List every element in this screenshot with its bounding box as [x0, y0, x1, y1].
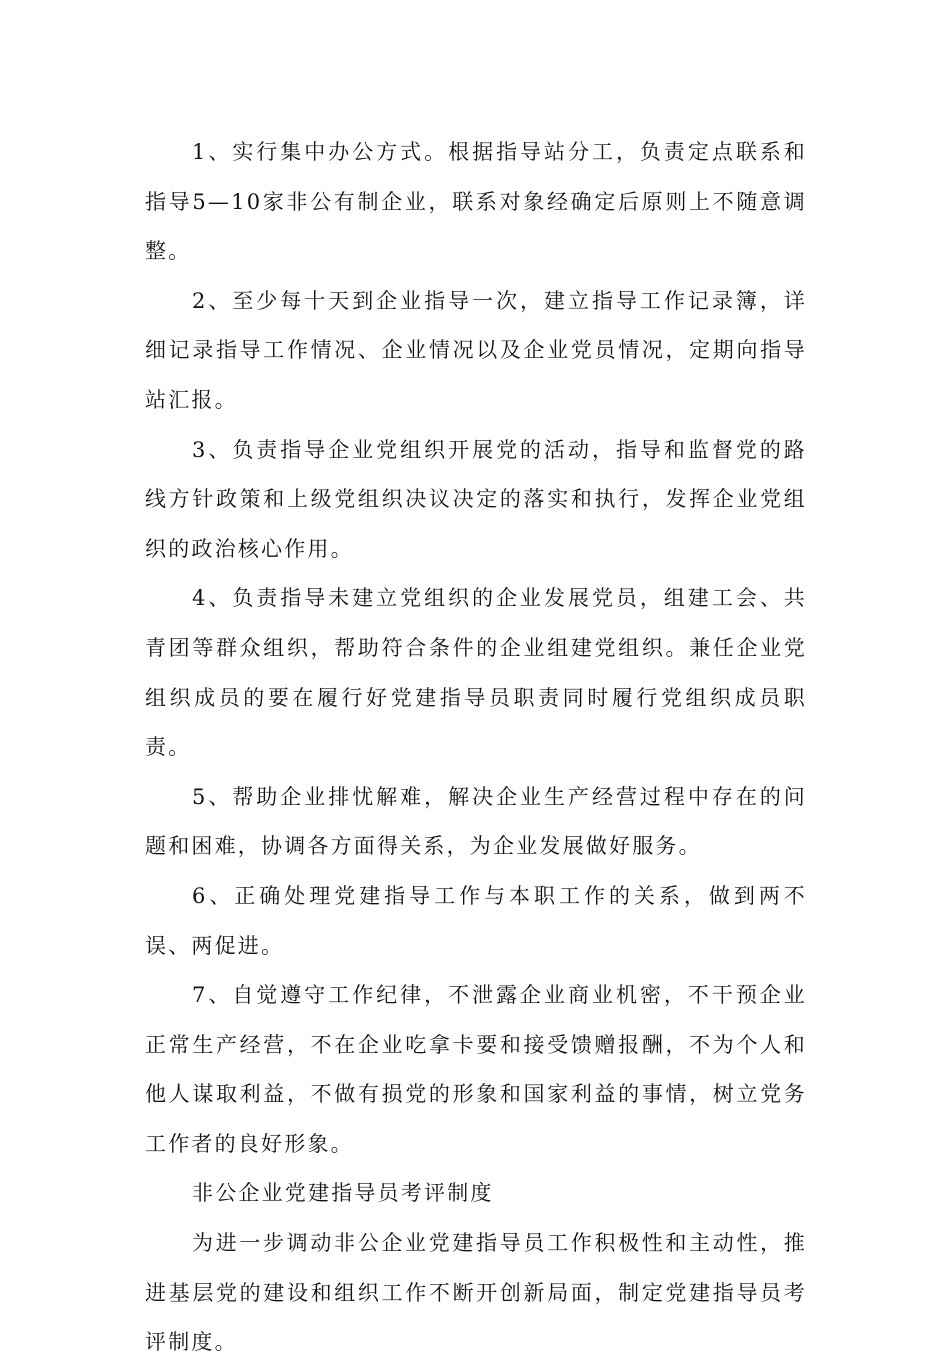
section-title: 非公企业党建指导员考评制度 [192, 1181, 494, 1206]
paragraph-5: 5、帮助企业排忧解难，解决企业生产经营过程中存在的问题和困难，协调各方面得关系，为企业发展做好服务。 [145, 784, 807, 859]
paragraph-7: 7、自觉遵守工作纪律，不泄露企业商业机密，不干预企业正常生产经营，不在企业吃拿卡要和接受馈赠报酬，不为个人和他人谋取利益，不做有损党的形象和国家利益的事情，树立党务工作者的良好形象。 [145, 983, 807, 1156]
intro-paragraph: 为进一步调动非公企业党建指导员工作积极性和主动性，推进基层党的建设和组织工作不断开创新局面，制定党建指导员考评制度。 [145, 1231, 807, 1355]
paragraph-4: 4、负责指导未建立党组织的企业发展党员，组建工会、共青团等群众组织，帮助符合条件的企业组建党组织。兼任企业党组织成员的要在履行好党建指导员职责同时履行党组织成员职责。 [145, 586, 807, 760]
paragraph-3: 3、负责指导企业党组织开展党的活动，指导和监督党的路线方针政策和上级党组织决议决定的落实和执行，发挥企业党组织的政治核心作用。 [145, 437, 807, 561]
paragraph-2: 2、至少每十天到企业指导一次，建立指导工作记录簿，详细记录指导工作情况、企业情况以及企业党员情况，定期向指导站汇报。 [145, 288, 807, 412]
document-page [145, 128, 807, 1368]
paragraph-6: 6、正确处理党建指导工作与本职工作的关系，做到两不误、两促进。 [145, 883, 807, 958]
paragraph-1: 1、实行集中办公方式。根据指导站分工，负责定点联系和指导5—10家非公有制企业，联系对象经确定后原则上不随意调整。 [145, 140, 807, 264]
